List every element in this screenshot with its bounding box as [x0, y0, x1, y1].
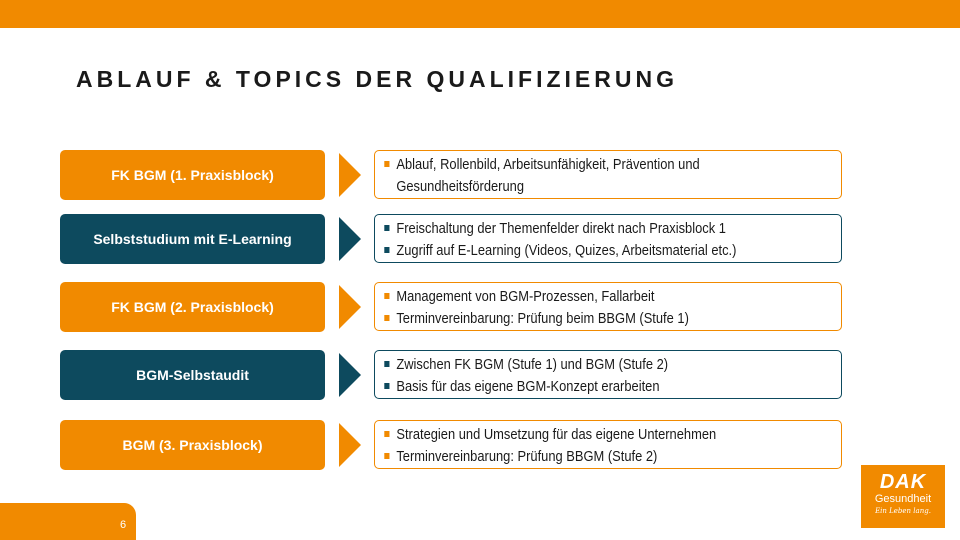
bullet-item: Terminvereinbarung: Prüfung beim BBGM (Stufe 1): [380, 308, 776, 330]
step-details-2: [374, 214, 842, 263]
bullet-item: Freischaltung der Themenfelder direkt nach Praxisblock 1: [380, 218, 776, 240]
process-row-1: [0, 150, 960, 200]
bullet-item: Basis für das eigene BGM-Konzept erarbeiten: [380, 376, 776, 398]
bullet-item: Zugriff auf E-Learning (Videos, Quizes, Arbeitsmaterial etc.): [380, 240, 776, 262]
chevron-right-icon: [339, 353, 361, 397]
chevron-right-icon: [339, 423, 361, 467]
step-details-1: [374, 150, 842, 199]
top-accent-bar: [0, 0, 960, 28]
bullet-item: Management von BGM-Prozessen, Fallarbeit: [380, 286, 776, 308]
logo-name: DAK: [879, 471, 927, 493]
process-row-4: [0, 350, 960, 400]
footer-tab: [0, 503, 136, 540]
bullet-continuation: Gesundheitsförderung: [396, 178, 524, 195]
dak-logo: [861, 465, 945, 528]
slide-title: ABLAUF & TOPICS DER QUALIFIZIERUNG: [76, 66, 678, 92]
chevron-right-icon: [339, 153, 361, 197]
page-number: 6: [120, 519, 127, 531]
step-label-3: FK BGM (2. Praxisblock): [60, 282, 325, 332]
step-label-1: FK BGM (1. Praxisblock): [60, 150, 325, 200]
logo-slogan: Ein Leben lang.: [875, 507, 931, 515]
step-label-2: Selbststudium mit E-Learning: [60, 214, 325, 264]
logo-sub: Gesundheit: [874, 493, 932, 505]
chevron-right-icon: [339, 217, 361, 261]
bullet-item: Strategien und Umsetzung für das eigene Unternehmen: [380, 424, 776, 446]
step-details-4: [374, 350, 842, 399]
chevron-right-icon: [339, 285, 361, 329]
bullet-item: Terminvereinbarung: Prüfung BBGM (Stufe 2): [380, 446, 776, 468]
step-details-5: [374, 420, 842, 469]
bullet-item: Ablauf, Rollenbild, Arbeitsunfähigkeit, Prävention und: [380, 154, 776, 176]
step-details-3: [374, 282, 842, 331]
step-label-4: BGM-Selbstaudit: [60, 350, 325, 400]
bullet-item: Zwischen FK BGM (Stufe 1) und BGM (Stufe 2): [380, 354, 776, 376]
step-label-5: BGM (3. Praxisblock): [60, 420, 325, 470]
process-row-3: [0, 282, 960, 332]
process-row-5: [0, 420, 960, 470]
process-row-2: [0, 214, 960, 264]
